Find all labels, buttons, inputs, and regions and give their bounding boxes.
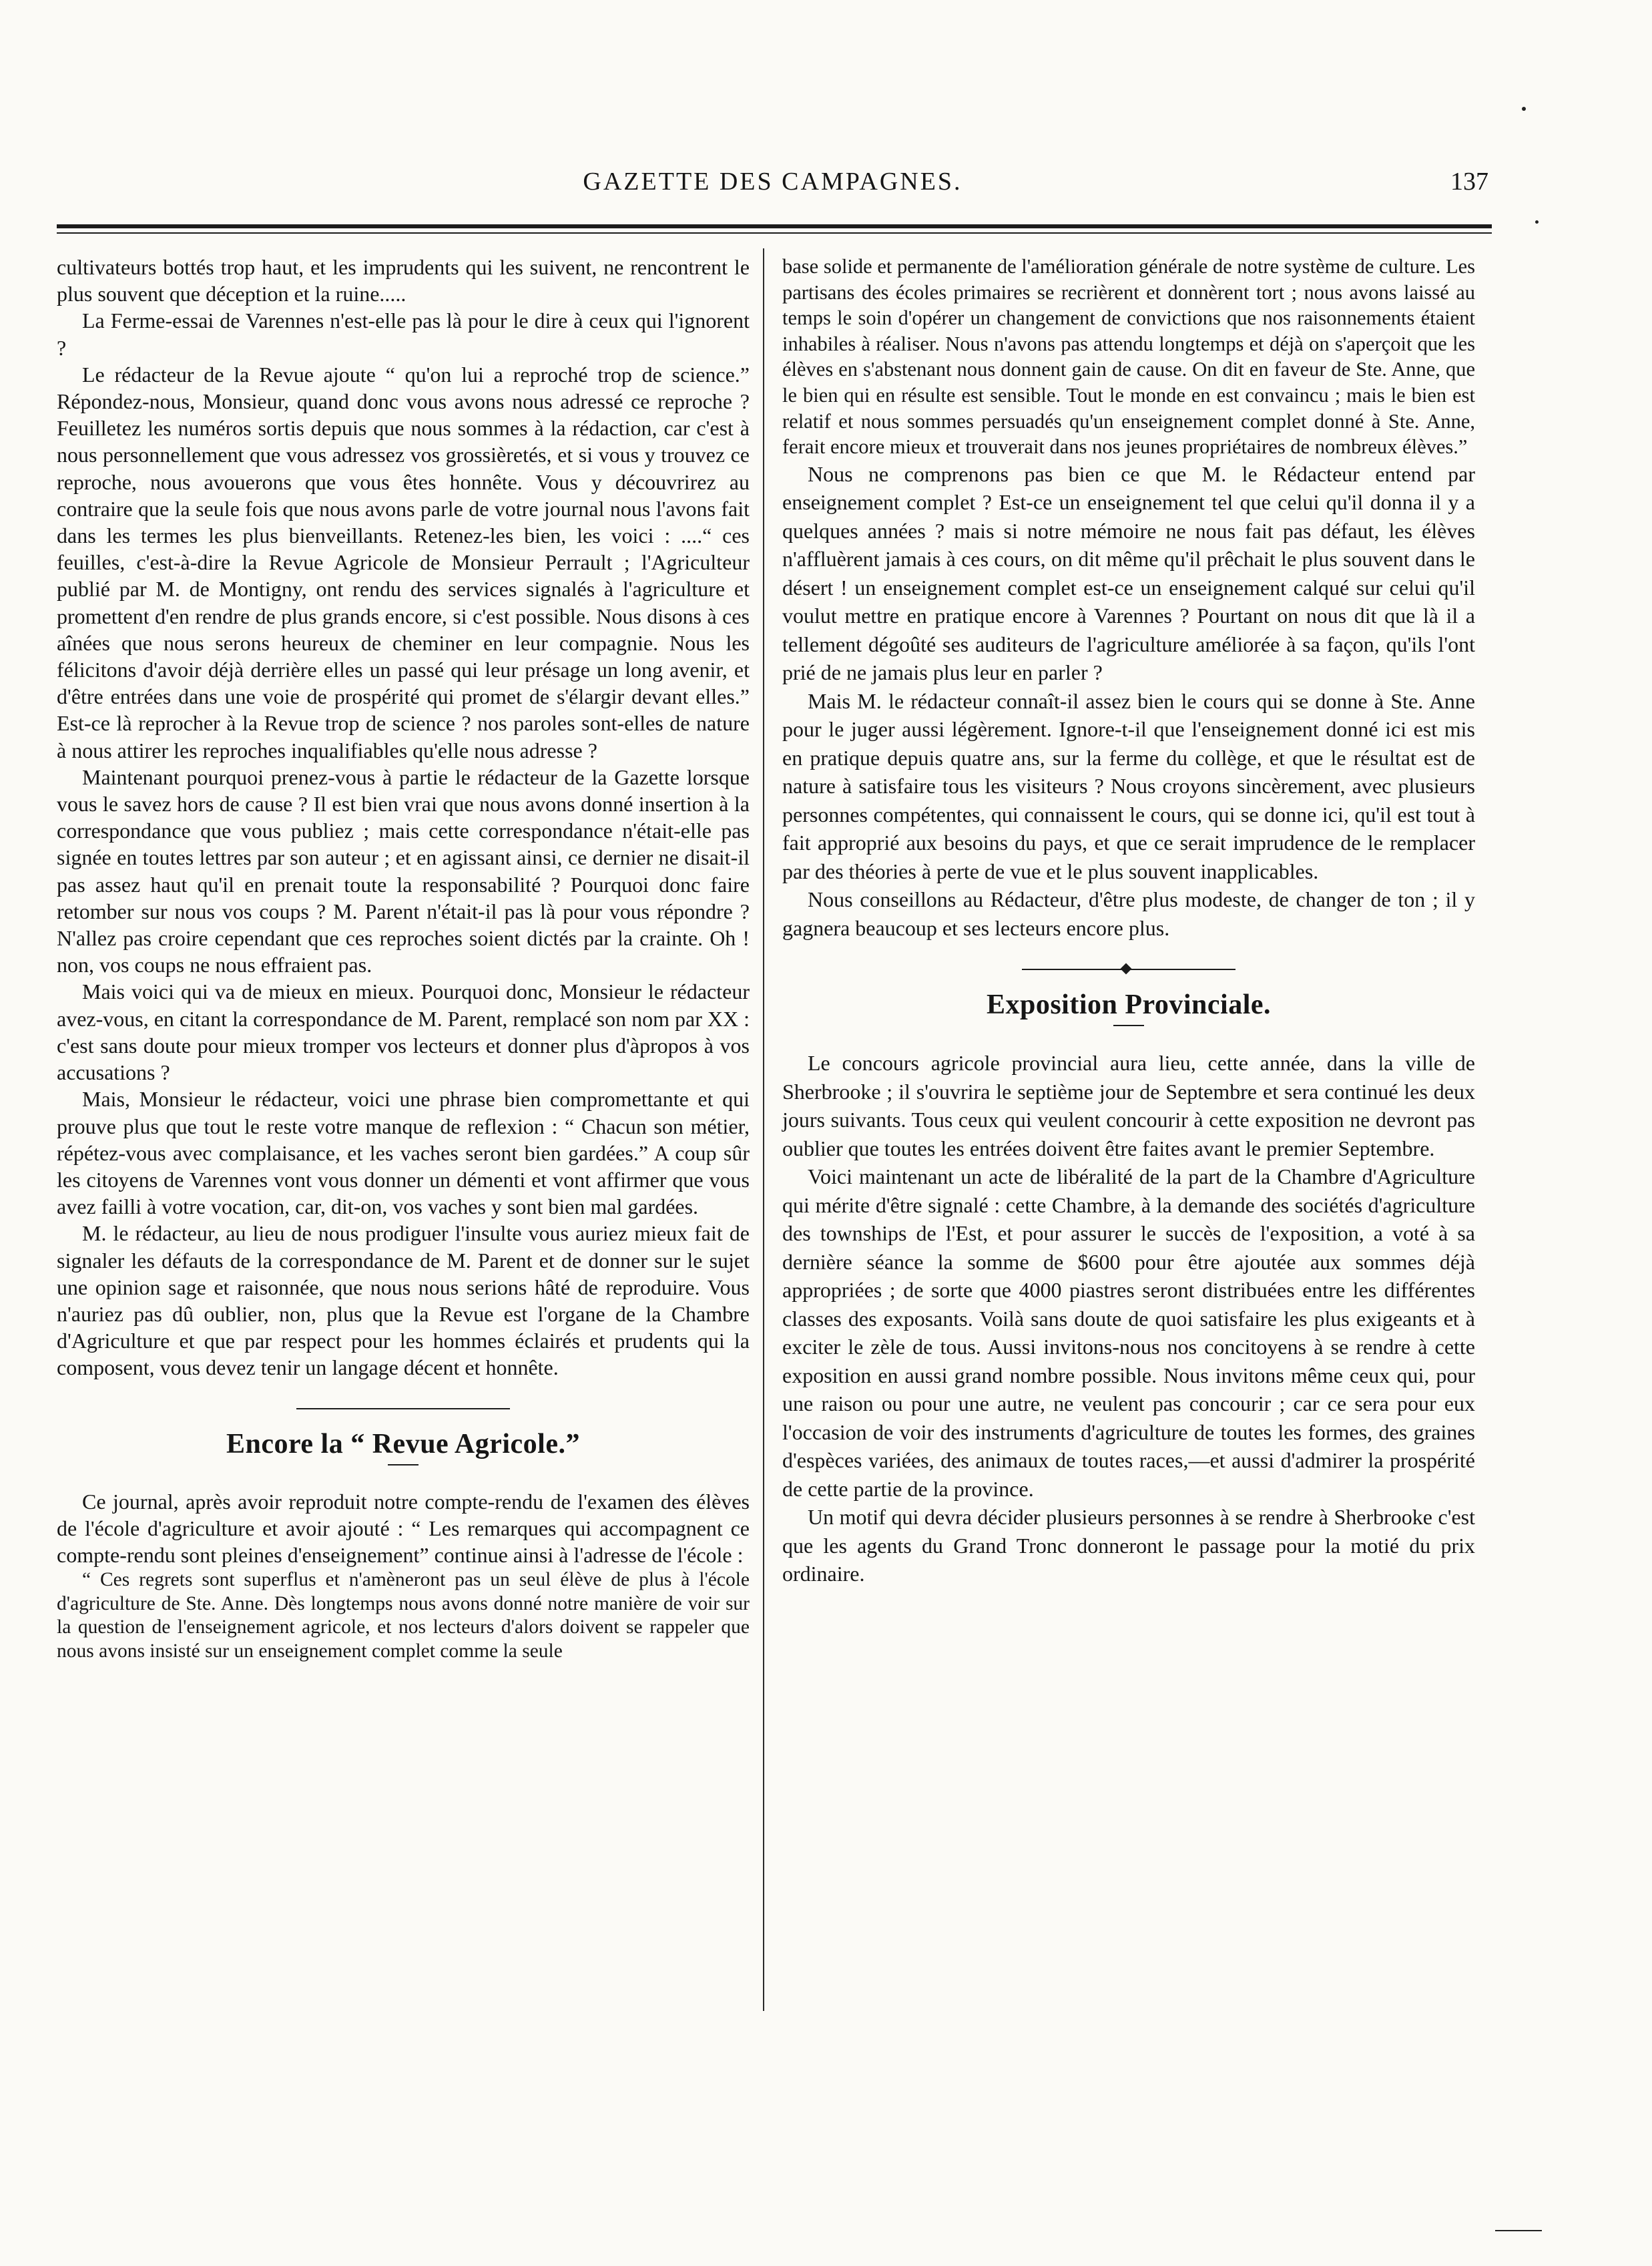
column-divider — [763, 248, 764, 2011]
paragraph: La Ferme-essai de Varennes n'est-elle pas là pour le dire à ceux qui l'ignorent ? — [57, 308, 750, 360]
header-rule-thick — [57, 224, 1492, 228]
paragraph: Nous ne comprenons pas bien ce que M. le Rédacteur entend par enseignement complet ? Est-ce un enseignement tel que celui qu'il donna il y a quelques années ? mais si notre mémoire ne nous fait pas défaut, les élèves n'affluèrent jamais à ces cours, on dit même qu'il prêchait le plus souvent dans le désert ! un enseignement complet est-ce un enseignement calqué sur celui qu'il voulut mettre en pratique encore à Varennes ? Pourtant on nous dit que là il a tellement dégoûté ses auditeurs de l'agriculture améliorée à sa façon, qu'ils l'ont prié de ne jamais plus leur en parler ? — [782, 461, 1475, 685]
diamond-ornament-icon — [1121, 963, 1132, 975]
paragraph: Ce journal, après avoir reproduit notre compte-rendu de l'examen des élèves de l'école d'agriculture et avoir ajouté : “ Les remarques qui accompagnent ce compte-rendu sont pleines d'enseignement” continue ainsi à l'adresse de l'école : — [57, 1489, 750, 1567]
scan-speck — [1535, 220, 1539, 224]
left-column — [57, 254, 750, 1663]
heading-underline — [388, 1464, 419, 1465]
page-number: 137 — [1450, 168, 1488, 196]
section-divider — [296, 1404, 510, 1413]
paragraph: Le rédacteur de la Revue ajoute “ qu'on lui a reproché trop de science.” Répondez-nous, Monsieur, quand donc vous avons nous adressé ce reproche ? Feuilletez les numéros sortis depuis que nous sommes à la rédaction, car c'est à nous personnellement que vous adressez vos grossièretés, et si vous y trouvez ce reproche, nous avouerons que vous êtes honnête. Vous y découvrirez au contraire que la seule fois que nous avons parle de votre journal nous l'avons fait dans les termes les plus bienveillants. Retenez-les bien, les voici : ....“ ces feuilles, c'est-à-dire la Revue Agricole de Monsieur Perrault ; l'Agriculteur publié par M. de Montigny, ont rendu des services signalés à l'agriculture et promettent d'en rendre de plus grands encore, si c'est possible. Nous disons à ces aînées que nous serons heureux de cheminer en leur compagnie. Nous les félicitons d'avoir déjà derrière elles un passé qui leur présage un long avenir, et d'être entrées dans une voie de prospérité qui promet de s'élargir devant elles.” Est-ce là reprocher à la Revue trop de science ? nos paroles sont-elles de nature à nous attirer les reproches inqualifiables qu'elle nous adresse ? — [57, 362, 750, 762]
scan-speck — [1495, 2230, 1542, 2231]
paragraph: Voici maintenant un acte de libéralité de la part de la Chambre d'Agriculture qui mérite d'être signalé : cette Chambre, à la demande des sociétés d'agriculture des townships de l'Est, et pour assurer le succès de l'exposition, a voté à sa dernière séance la somme de $600 pour être ajoutée aux sommes déjà appropriées ; de sorte que 4000 piastres seront distribuées entre les différentes classes des exposants. Voilà sans doute de quoi satisfaire les plus exigeants et à exciter le zèle de tous. Aussi invitons-nous nos concitoyens à se rendre à cette exposition en aussi grand nombre possible. Nous invitons même ceux qui, pour une raison ou pour une autre, ne veulent pas concourir ; car ce sera pour eux l'occasion de voir des instruments d'agriculture de toutes les formes, des graines d'espèces variées, des animaux de toutes races,—et aussi d'admirer la prospérité de cette partie de la province. — [782, 1164, 1475, 1501]
running-head — [57, 167, 1488, 199]
section-heading: Encore la “ Revue Agricole.” — [226, 1428, 580, 1459]
paragraph: Mais M. le rédacteur connaît-il assez bien le cours qui se donne à Ste. Anne pour le juger aussi légèrement. Ignore-t-il que l'enseignement donné ici est mis en pratique depuis quatre ans, sur la ferme du collège, et que le résultat est de nature à satisfaire tous les visiteurs ? Nous croyons sincèrement, avec plusieurs personnes compétentes, qui connaissent le cours, qui se donne ici, qu'il est tout à fait approprié aux besoins du pays, et que ce serait imprudence de le remplacer par des théories à perte de vue et le plus souvent inapplicables. — [782, 688, 1475, 883]
right-column — [782, 254, 1475, 1588]
section-heading: Exposition Provinciale. — [986, 989, 1272, 1021]
running-title: GAZETTE DES CAMPAGNES. — [583, 168, 962, 196]
paragraph: Mais, Monsieur le rédacteur, voici une phrase bien compromettante et qui prouve plus que tout le reste votre manque de reflexion : “ Chacun son métier, répétez-vous avec complaisance, et les vaches seront bien gardées.” A coup sûr les citoyens de Varennes vont vous donner un démenti et vont affirmer que vous avez failli à votre vocation, car, dit-on, vos vaches y sont bien mal gardées. — [57, 1087, 750, 1219]
paragraph: M. le rédacteur, au lieu de nous prodiguer l'insulte vous auriez mieux fait de signaler les défauts de la correspondance de M. Parent et de donner sur le sujet une opinion sage et raisonnée, que nous nous serions hâté de reproduire. Vous n'auriez pas dû oublier, non, plus que la Revue est l'organe de la Chambre d'Agriculture et que par respect pour les hommes éclairés et prudents qui la composent, vous devez tenir un langage décent et honnête. — [57, 1221, 750, 1380]
quoted-paragraph: “ Ces regrets sont superflus et n'amèneront pas un seul élève de plus à l'école d'agriculture de Ste. Anne. Dès longtemps nous avons donné notre manière de voir sur la question de l'enseignement agricole, et nos lecteurs d'alors doivent se rappeler que nous avons insisté sur un enseignement complet comme la seule — [57, 1569, 750, 1662]
section-divider — [1022, 965, 1235, 974]
header-rule-thin — [57, 232, 1492, 234]
heading-underline — [1113, 1025, 1144, 1026]
paragraph: Mais voici qui va de mieux en mieux. Pourquoi donc, Monsieur le rédacteur avez-vous, en citant la correspondance de M. Parent, remplacé son nom par XX : c'est sans doute pour mieux tromper vos lecteurs et donner plus d'àpropos à vos accusations ? — [57, 979, 750, 1085]
paragraph: Maintenant pourquoi prenez-vous à partie le rédacteur de la Gazette lorsque vous le savez hors de cause ? Il est bien vrai que nous avons donné insertion à la correspondance que vous publiez ; mais cette correspondance n'était-elle pas signée en toutes lettres par son auteur ; et en agissant ainsi, ce dernier ne disait-il pas assez haut qu'il en prenait toute la responsabilité ? Pourquoi donc faire retomber sur nous vos coups ? M. Parent n'était-il pas là pour vous répondre ? N'allez pas croire cependant que ces reproches soient dictés par la crainte. Oh ! non, vos coups ne nous effraient pas. — [57, 764, 750, 977]
paragraph: cultivateurs bottés trop haut, et les imprudents qui les suivent, ne rencontrent le plus souvent que déception et la ruine..... — [57, 255, 750, 306]
paragraph: Un motif qui devra décider plusieurs personnes à se rendre à Sherbrooke c'est que les agents du Grand Tronc donneront le passage pour la motié du prix ordinaire. — [782, 1505, 1475, 1586]
paragraph: Nous conseillons au Rédacteur, d'être plus modeste, de changer de ton ; il y gagnera beaucoup et ses lecteurs encore plus. — [782, 887, 1475, 940]
paragraph: Le concours agricole provincial aura lieu, cette année, dans la ville de Sherbrooke ; il s'ouvrira le septième jour de Septembre et sera continué les deux jours suivants. Tous ceux qui veulent concourir à cette exposition ne devront pas oublier que toutes les entrées doivent être faites avant le premier Septembre. — [782, 1051, 1475, 1160]
paragraph: base solide et permanente de l'amélioration générale de notre système de culture. Les partisans des écoles primaires se recrièrent et donnèrent tort ; nous avons laissé au temps le soin d'opérer un changement de convictions que nos raisonnements étaient inhabiles à réaliser. Nous n'avons pas attendu longtemps et déjà on s'aperçoit que les élèves en s'abstenant nous donnent gain de cause. On dit en faveur de Ste. Anne, que le bien qui en résulte est sensible. Tout le monde en est convaincu ; mais le bien est relatif et nous sommes persuadés qu'un enseignement complet donné à Ste. Anne, ferait encore mieux et trouverait dans nos jeunes propriétaires de nombreux élèves.” — [782, 255, 1475, 459]
scan-speck — [1522, 107, 1526, 111]
